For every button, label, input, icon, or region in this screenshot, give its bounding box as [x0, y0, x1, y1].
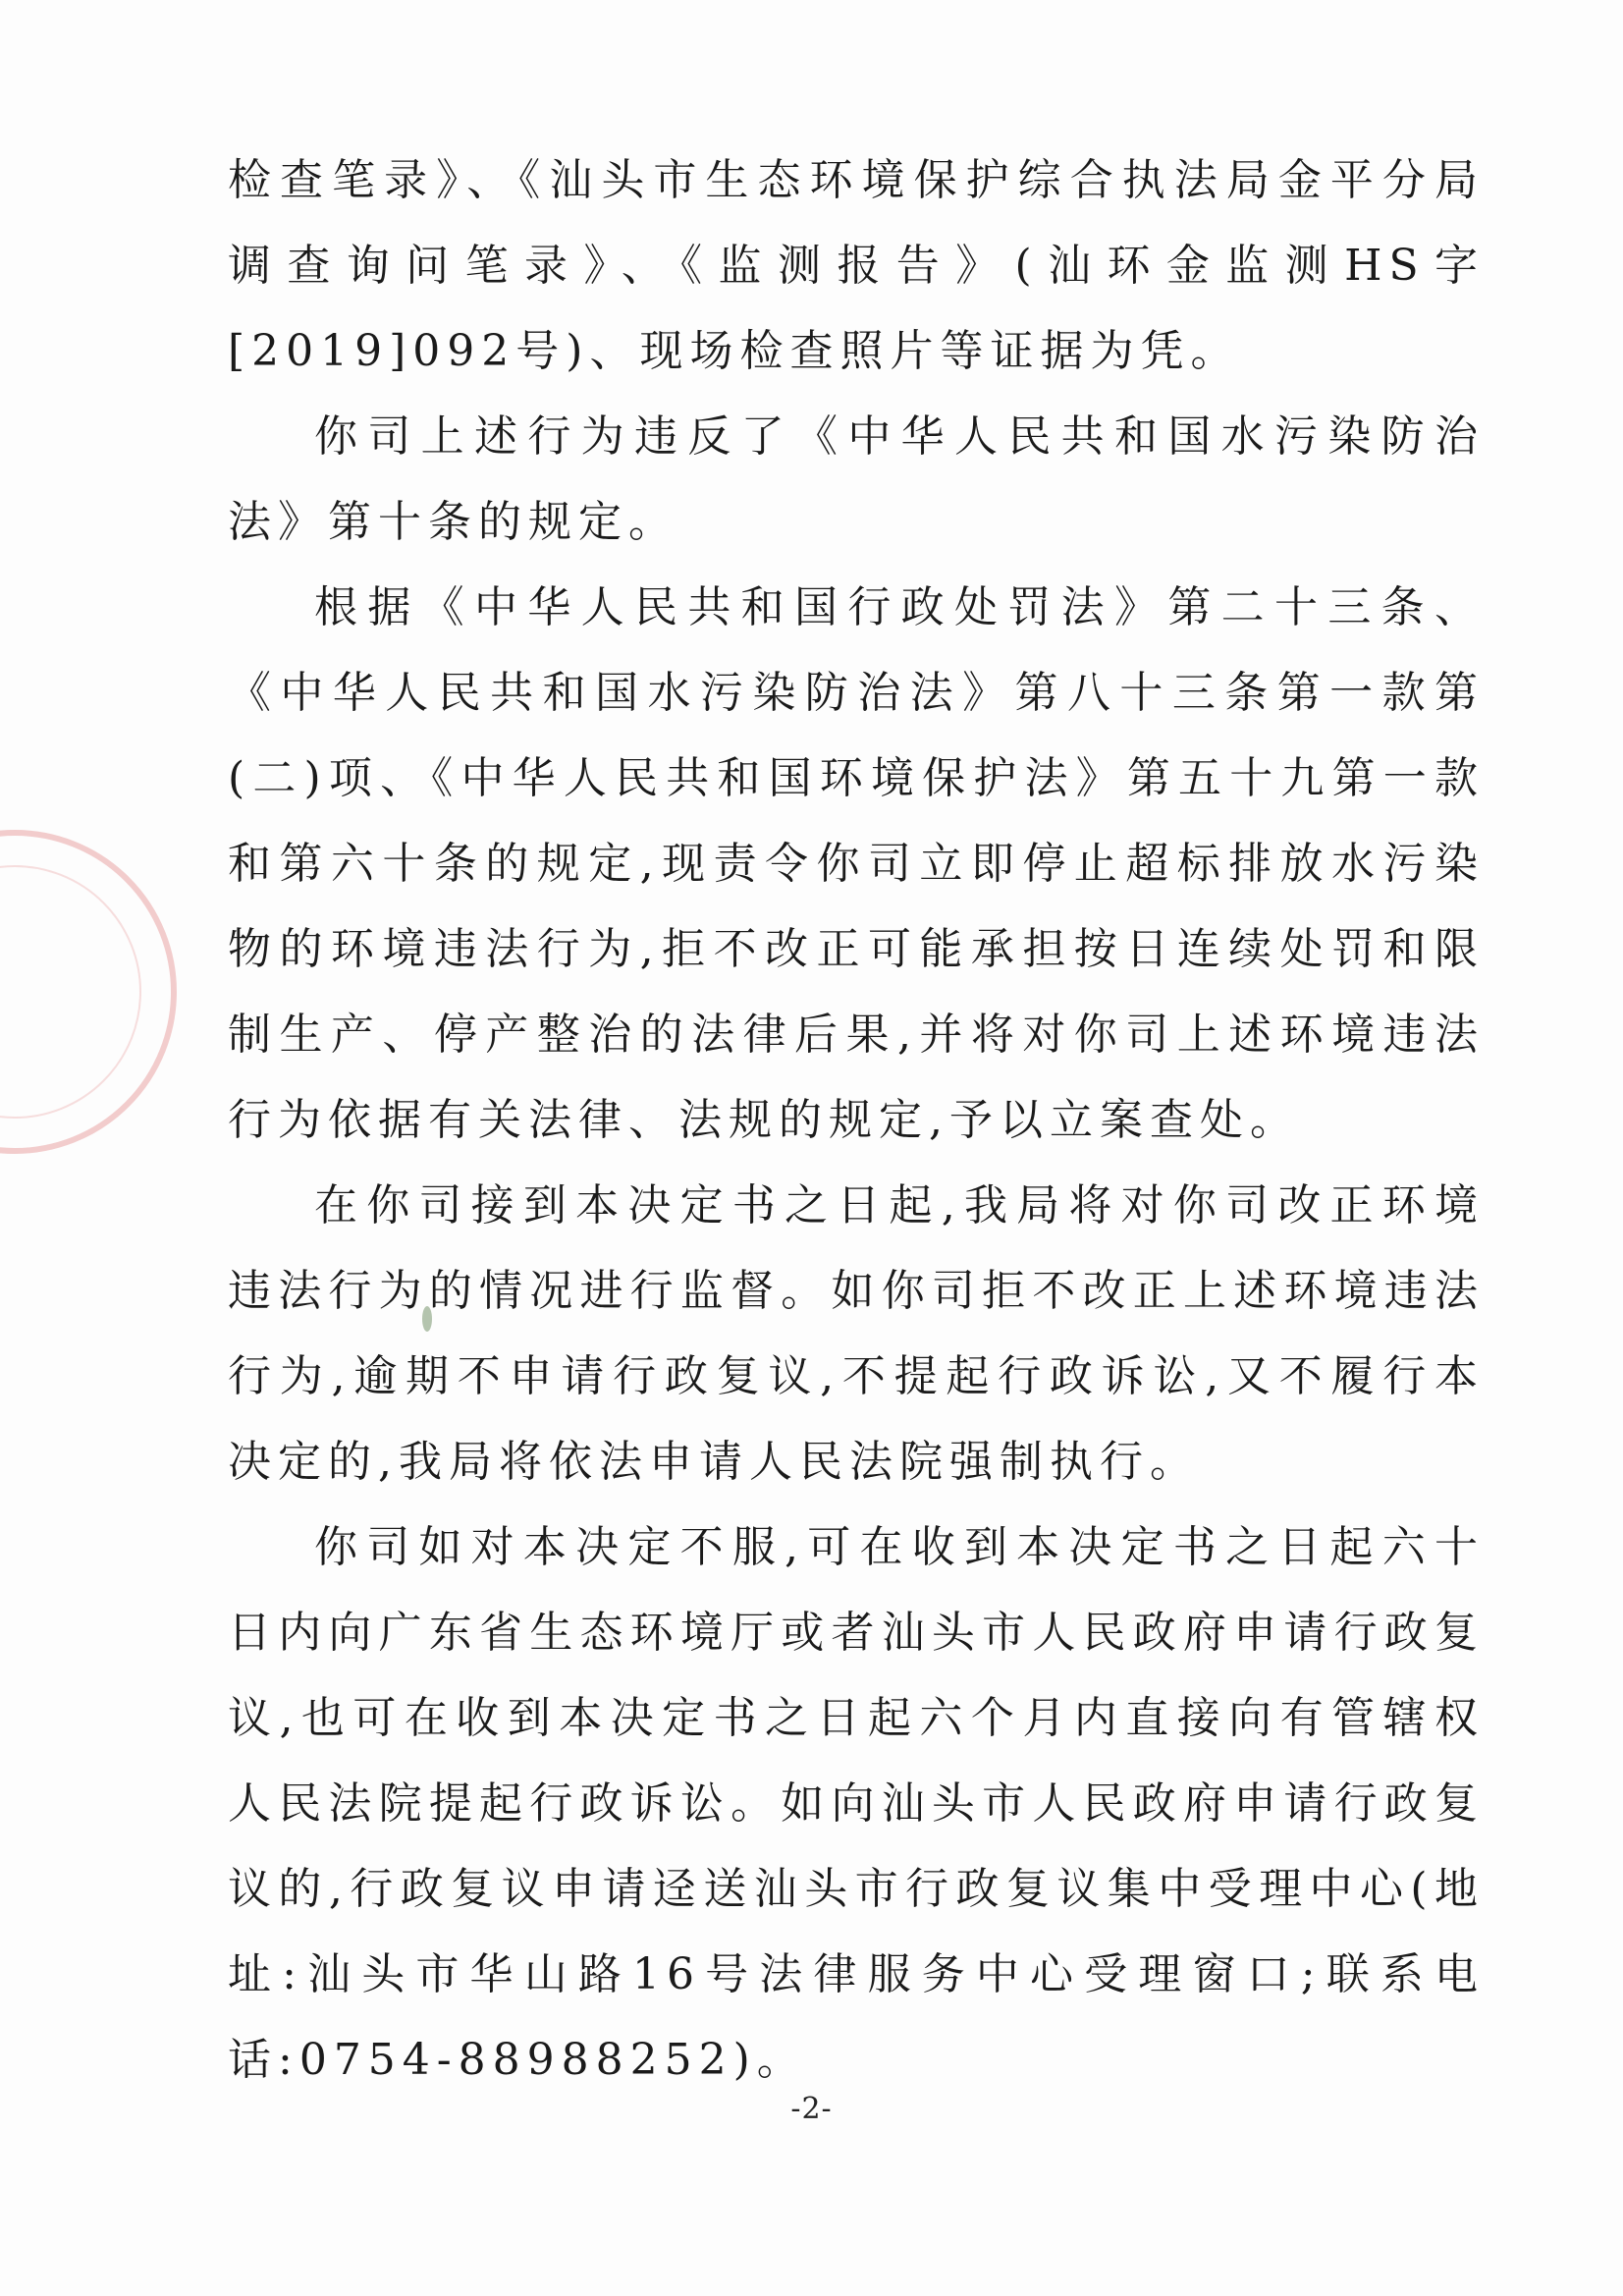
- official-seal-stamp: [0, 830, 177, 1154]
- paragraph-violation: 你司上述行为违反了《中华人民共和国水污染防治法》第十条的规定。: [228, 411, 1485, 547]
- paragraph-appeal-rights: 你司如对本决定不服,可在收到本决定书之日起六十日内向广东省生态环境厅或者汕头市人民政府申请行政复议,也可在收到本决定书之日起六个月内直接向有管辖权人民法院提起行政诉讼。如向汕头市人民政府申请行政复议的,行政复议申请迳送汕头市行政复议集中受理中心(地址:汕头市华山路16号法律服务中心受理窗口;联系电话:0754-88988252)。: [228, 1522, 1485, 2085]
- document-body: [228, 137, 1485, 2103]
- paragraph-supervision: 在你司接到本决定书之日起,我局将对你司改正环境违法行为的情况进行监督。如你司拒不改正上述环境违法行为,逾期不申请行政复议,不提起行政诉讼,又不履行本决定的,我局将依法申请人民法院强制执行。: [228, 1180, 1485, 1487]
- paragraph-legal-basis: 根据《中华人民共和国行政处罚法》第二十三条、《中华人民共和国水污染防治法》第八十三条第一款第(二)项、《中华人民共和国环境保护法》第五十九第一款和第六十条的规定,现责令你司立即停止超标排放水污染物的环境违法行为,拒不改正可能承担按日连续处罚和限制生产、停产整治的法律后果,并将对你司上述环境违法行为依据有关法律、法规的规定,予以立案查处。: [228, 582, 1485, 1145]
- seal-inner-ring: [0, 865, 141, 1119]
- paragraph-evidence: 检查笔录》、《汕头市生态环境保护综合执法局金平分局调查询问笔录》、《监测报告》(汕环金监测HS字[2019]092号)、现场检查照片等证据为凭。: [228, 155, 1485, 376]
- page-number: -2-: [790, 2092, 833, 2126]
